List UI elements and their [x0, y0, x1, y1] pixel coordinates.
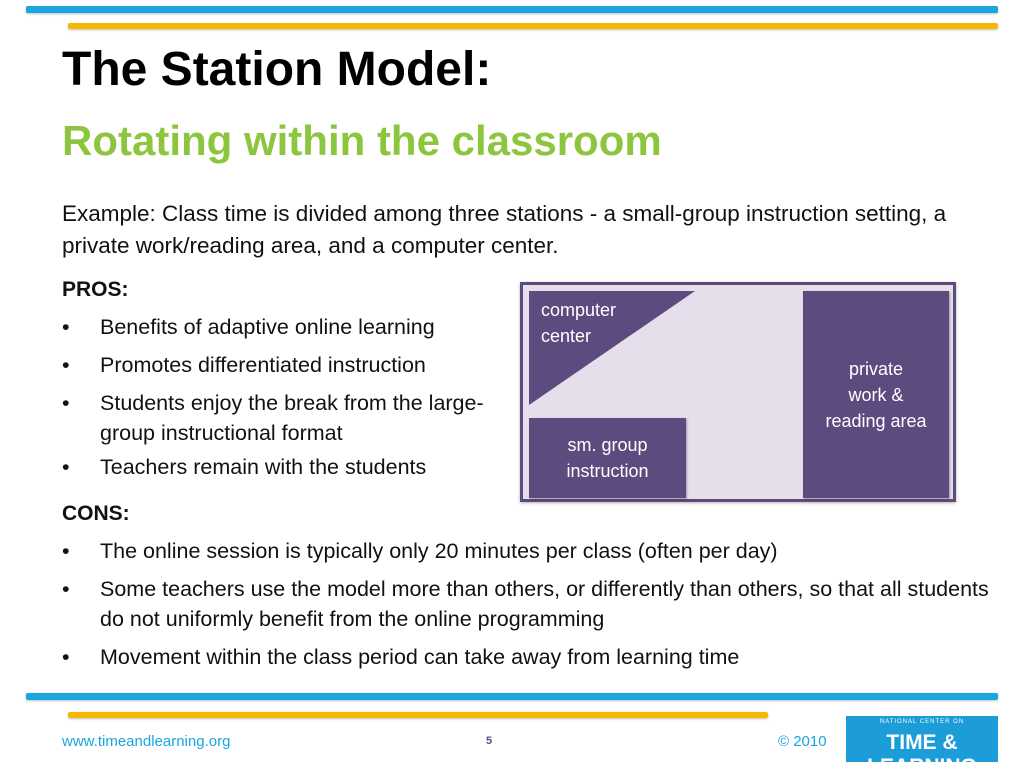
- pros-label: PROS:: [62, 278, 129, 301]
- copyright: © 2010: [778, 733, 827, 750]
- list-item: • Some teachers use the model more than others, or differently than others, so that all students do not uniformly benefit from the online programming: [62, 574, 992, 634]
- private-area-station: private work & reading area: [803, 291, 949, 498]
- bullet-icon: •: [62, 577, 70, 601]
- list-item: • Teachers remain with the students: [62, 452, 522, 482]
- bullet-icon: •: [62, 315, 70, 339]
- top-blue-bar: [26, 6, 998, 13]
- list-item: • Promotes differentiated instruction: [62, 350, 522, 380]
- computer-center-label: computer center: [541, 300, 617, 346]
- list-item: • Benefits of adaptive online learning: [62, 312, 522, 342]
- classroom-diagram: [520, 282, 956, 502]
- cons-list: [62, 536, 992, 680]
- slide-subtitle: Rotating within the classroom: [62, 117, 662, 164]
- bullet-icon: •: [62, 391, 70, 415]
- pros-list: [62, 312, 522, 490]
- example-text: Example: Class time is divided among three stations - a small-group instruction setting, a private work/reading area, and a computer center.: [62, 201, 947, 258]
- list-item: • Movement within the class period can take away from learning time: [62, 642, 992, 672]
- list-item: • The online session is typically only 20 minutes per class (often per day): [62, 536, 992, 566]
- bullet-icon: •: [62, 353, 70, 377]
- bottom-blue-bar: [26, 693, 998, 700]
- bullet-icon: •: [62, 455, 70, 479]
- top-yellow-bar: [68, 23, 998, 29]
- sm-group-station: sm. group instruction: [529, 418, 686, 498]
- list-item: • Students enjoy the break from the large-group instructional format: [62, 388, 520, 448]
- slide-title: The Station Model:: [62, 43, 492, 96]
- page-number: 5: [486, 735, 493, 747]
- time-and-learning-logo: NATIONAL CENTER ON TIME & LEARNING: [846, 716, 998, 762]
- bullet-icon: •: [62, 645, 70, 669]
- bottom-yellow-bar: [68, 712, 768, 718]
- bullet-icon: •: [62, 539, 70, 563]
- cons-label: CONS:: [62, 502, 130, 525]
- footer-url: www.timeandlearning.org: [62, 733, 231, 750]
